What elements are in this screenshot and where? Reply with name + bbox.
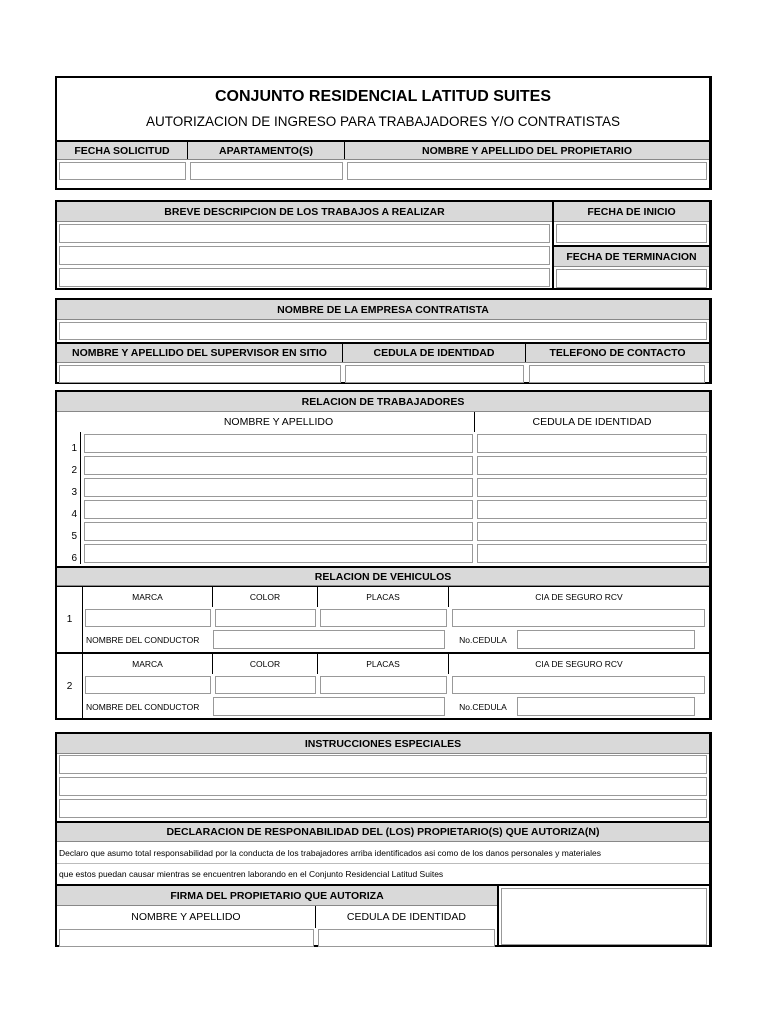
empresa-label: NOMBRE DE LA EMPRESA CONTRATISTA bbox=[57, 298, 709, 320]
supervisor-inputs-row bbox=[57, 363, 709, 383]
worker-row bbox=[57, 476, 709, 498]
vehicle-conductor-field[interactable] bbox=[213, 630, 445, 649]
instructions-field-1[interactable] bbox=[59, 755, 707, 774]
works-section bbox=[55, 200, 712, 290]
telefono-label: TELEFONO DE CONTACTO bbox=[549, 347, 686, 359]
vehicle-cedula-field[interactable] bbox=[517, 697, 695, 716]
propietario-field[interactable] bbox=[347, 162, 707, 180]
worker-name-field[interactable] bbox=[84, 522, 473, 541]
worker-name-field[interactable] bbox=[84, 434, 473, 453]
worker-row-number: 3 bbox=[57, 476, 81, 498]
fecha-solicitud-field[interactable] bbox=[59, 162, 186, 180]
workers-id-column: CEDULA DE IDENTIDAD bbox=[532, 416, 652, 428]
worker-id-field[interactable] bbox=[477, 544, 707, 563]
signature-cedula-field[interactable] bbox=[318, 929, 495, 947]
vehicle-placas-field[interactable] bbox=[320, 676, 447, 694]
worker-id-field[interactable] bbox=[477, 522, 707, 541]
worker-row bbox=[57, 454, 709, 476]
vehicle-placas-label: PLACAS bbox=[318, 654, 449, 674]
worker-name-field[interactable] bbox=[84, 544, 473, 563]
cedula-label: CEDULA DE IDENTIDAD bbox=[343, 344, 526, 362]
request-inputs-row bbox=[57, 160, 709, 182]
vehicle-conductor-label: NOMBRE DEL CONDUCTOR bbox=[86, 701, 200, 712]
vehicle-seguro-label: CIA DE SEGURO RCV bbox=[535, 592, 623, 602]
worker-row-number: 5 bbox=[57, 520, 81, 542]
vehicle-marca-label: MARCA bbox=[83, 587, 213, 607]
vehicle-placas-label: PLACAS bbox=[318, 587, 449, 607]
vehicle-color-label: COLOR bbox=[213, 654, 318, 674]
cedula-field[interactable] bbox=[345, 365, 524, 383]
worker-row-number: 4 bbox=[57, 498, 81, 520]
fecha-inicio-field[interactable] bbox=[556, 224, 707, 243]
vehicle-number: 1 bbox=[57, 587, 83, 652]
vehicle-color-field[interactable] bbox=[215, 609, 316, 627]
vehicle-marca-field[interactable] bbox=[85, 609, 211, 627]
workers-header: RELACION DE TRABAJADORES bbox=[57, 390, 709, 412]
form-title: CONJUNTO RESIDENCIAL LATITUD SUITES bbox=[214, 88, 552, 105]
worker-row-number: 1 bbox=[57, 432, 81, 454]
final-section bbox=[55, 732, 712, 947]
supervisor-field[interactable] bbox=[59, 365, 341, 383]
telefono-field[interactable] bbox=[529, 365, 705, 383]
vehicle-placas-field[interactable] bbox=[320, 609, 447, 627]
apartamento-field[interactable] bbox=[190, 162, 343, 180]
worker-id-field[interactable] bbox=[477, 500, 707, 519]
signature-cedula-label: CEDULA DE IDENTIDAD bbox=[346, 911, 466, 923]
vehicle-marca-field[interactable] bbox=[85, 676, 211, 694]
signature-name-field[interactable] bbox=[59, 929, 314, 947]
worker-id-field[interactable] bbox=[477, 478, 707, 497]
apartamento-label: APARTAMENTO(S) bbox=[188, 142, 345, 159]
worker-row bbox=[57, 498, 709, 520]
vehicle-seguro-field[interactable] bbox=[452, 676, 705, 694]
vehicle-block bbox=[57, 652, 709, 718]
vehicle-cedula-field[interactable] bbox=[517, 630, 695, 649]
worker-name-field[interactable] bbox=[84, 456, 473, 475]
descripcion-label: BREVE DESCRIPCION DE LOS TRABAJOS A REALIZAR bbox=[57, 200, 552, 222]
workers-vehicles-section bbox=[55, 390, 712, 720]
descripcion-field-1[interactable] bbox=[59, 224, 550, 243]
worker-id-field[interactable] bbox=[477, 434, 707, 453]
vehicle-cedula-label: No.CEDULA bbox=[459, 634, 507, 645]
worker-name-field[interactable] bbox=[84, 500, 473, 519]
form-subtitle: AUTORIZACION DE INGRESO PARA TRABAJADORES Y/O CONTRATISTAS bbox=[145, 114, 621, 129]
request-header-row bbox=[57, 140, 709, 160]
supervisor-label: NOMBRE Y APELLIDO DEL SUPERVISOR EN SITIO bbox=[57, 344, 343, 362]
worker-row bbox=[57, 542, 709, 564]
vehicle-seguro-label: CIA DE SEGURO RCV bbox=[535, 659, 623, 669]
instructions-header: INSTRUCCIONES ESPECIALES bbox=[57, 732, 709, 754]
header-section bbox=[55, 76, 712, 190]
worker-name-field[interactable] bbox=[84, 478, 473, 497]
workers-columns-row bbox=[57, 412, 709, 432]
declaration-line-1: Declaro que asumo total responsabilidad por la conducta de los trabajadores arriba identificados asi como de los danos personales y materiales bbox=[57, 842, 709, 864]
declaration-header: DECLARACION DE RESPONABILIDAD DEL (LOS) PROPIETARIO(S) QUE AUTORIZA(N) bbox=[57, 821, 709, 842]
descripcion-field-2[interactable] bbox=[59, 246, 550, 265]
vehicle-number: 2 bbox=[57, 654, 83, 718]
worker-row-number: 2 bbox=[57, 454, 81, 476]
fecha-solicitud-label: FECHA SOLICITUD bbox=[57, 142, 188, 159]
authorization-form bbox=[55, 76, 712, 947]
vehicle-color-field[interactable] bbox=[215, 676, 316, 694]
supervisor-header-row bbox=[57, 342, 709, 363]
worker-id-field[interactable] bbox=[477, 456, 707, 475]
worker-row bbox=[57, 520, 709, 542]
vehicles-rows bbox=[57, 586, 709, 718]
vehicle-block bbox=[57, 586, 709, 652]
contractor-section bbox=[55, 298, 712, 384]
vehicle-marca-label: MARCA bbox=[83, 654, 213, 674]
vehicle-color-label: COLOR bbox=[213, 587, 318, 607]
instructions-field-3[interactable] bbox=[59, 799, 707, 818]
signature-name-label: NOMBRE Y APELLIDO bbox=[57, 906, 316, 928]
instructions-field-2[interactable] bbox=[59, 777, 707, 796]
descripcion-field-3[interactable] bbox=[59, 268, 550, 287]
declaration-line-2: que estos puedan causar mientras se encuentren laborando en el Conjunto Residencial Latitud Suites bbox=[59, 869, 444, 879]
workers-rows bbox=[57, 432, 709, 564]
vehicle-cedula-label: No.CEDULA bbox=[459, 701, 507, 712]
vehicles-header: RELACION DE VEHICULOS bbox=[57, 566, 709, 586]
propietario-label: NOMBRE Y APELLIDO DEL PROPIETARIO bbox=[421, 144, 633, 157]
fecha-terminacion-field[interactable] bbox=[556, 269, 707, 288]
vehicle-conductor-field[interactable] bbox=[213, 697, 445, 716]
vehicle-conductor-label: NOMBRE DEL CONDUCTOR bbox=[86, 634, 200, 645]
empresa-field[interactable] bbox=[59, 322, 707, 340]
fecha-inicio-label: FECHA DE INICIO bbox=[554, 200, 709, 222]
signature-header: FIRMA DEL PROPIETARIO QUE AUTORIZA bbox=[57, 886, 497, 906]
vehicle-seguro-field[interactable] bbox=[452, 609, 705, 627]
signature-box[interactable] bbox=[501, 888, 707, 945]
workers-name-column: NOMBRE Y APELLIDO bbox=[83, 412, 475, 432]
fecha-terminacion-label: FECHA DE TERMINACION bbox=[554, 245, 709, 267]
worker-row bbox=[57, 432, 709, 454]
worker-row-number: 6 bbox=[57, 542, 81, 564]
